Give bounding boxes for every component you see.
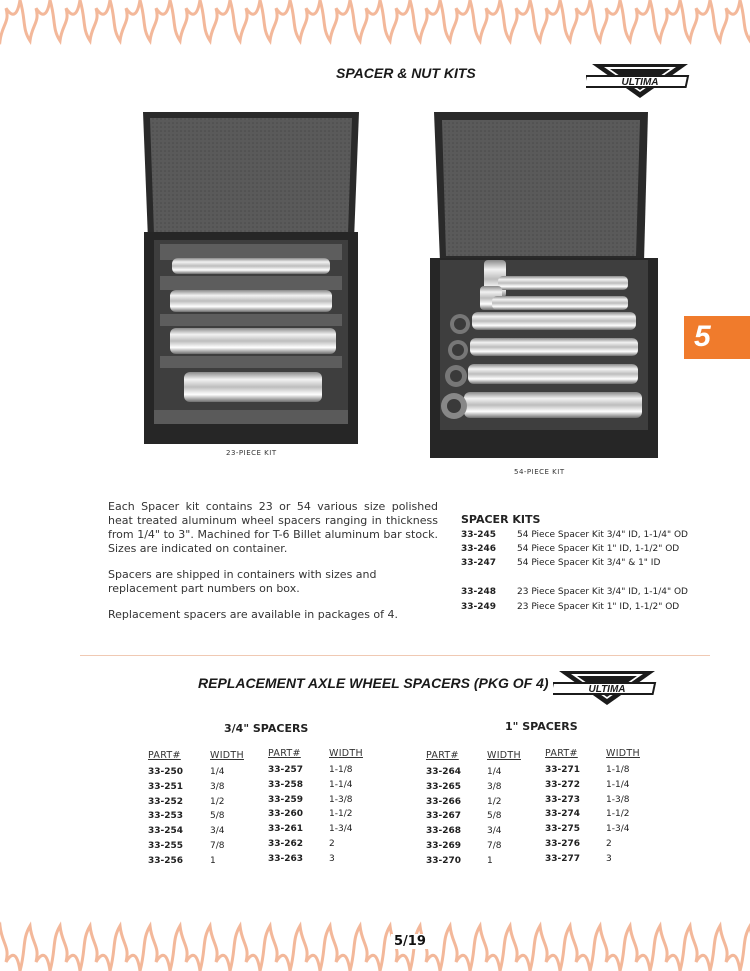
width-value: 1 [210, 855, 216, 866]
flame-stroke [560, 926, 590, 971]
flame-stroke [0, 0, 20, 41]
flame-stroke [500, 926, 530, 971]
description-block [108, 500, 438, 622]
part-number: 33-255 [148, 840, 184, 851]
kit-description: 54 Piece Spacer Kit 3/4" & 1" ID [517, 558, 661, 568]
width-value: 1 [487, 855, 493, 866]
part-number: 33-257 [268, 765, 304, 775]
description-paragraph-2: Spacers are shipped in containers with sizes and replacement part numbers on box. [108, 568, 377, 595]
photo-caption-54: 54-PIECE KIT [514, 468, 565, 476]
width-value: 1-3/4 [606, 824, 630, 835]
flame-stroke [110, 0, 140, 41]
flame-stroke [590, 926, 620, 971]
parts-column [268, 747, 303, 867]
top-flame-border [0, 0, 750, 48]
photo-caption-23: 23-PIECE KIT [226, 449, 277, 457]
svg-text:ULTIMA: ULTIMA [588, 684, 626, 695]
kit-part-number: 33-249 [461, 602, 497, 612]
part-number: 33-275 [545, 824, 581, 835]
chapter-tab [684, 316, 750, 359]
flame-stroke [80, 926, 110, 971]
flame-stroke [440, 0, 470, 41]
kit-description: 23 Piece Spacer Kit 3/4" ID, 1-1/4" OD [517, 587, 688, 597]
flame-stroke [80, 0, 110, 41]
width-value: 1/4 [210, 767, 225, 777]
flame-stroke [680, 0, 710, 41]
kit-description: 54 Piece Spacer Kit 3/4" ID, 1-1/4" OD [517, 530, 688, 540]
description-paragraph-3: Replacement spacers are available in packages of 4. [108, 608, 399, 621]
part-number: 33-263 [268, 853, 304, 864]
width-value: 5/8 [487, 811, 502, 822]
width-value: 1-3/8 [329, 794, 353, 805]
flame-stroke [140, 926, 170, 971]
flame-stroke [680, 926, 710, 971]
flame-stroke [0, 926, 20, 971]
kit-part-number: 33-248 [461, 587, 497, 597]
col-header-width: WIDTH [606, 748, 640, 759]
flame-stroke [440, 926, 470, 971]
flame-stroke [470, 926, 500, 971]
page-title: SPACER & NUT KITS [336, 65, 476, 81]
flame-stroke [350, 0, 380, 41]
parts-column [545, 747, 580, 867]
flame-stroke [50, 926, 80, 971]
col-header-width: WIDTH [210, 750, 244, 761]
widths-column [487, 749, 521, 869]
part-number: 33-256 [148, 855, 184, 866]
width-value: 3 [606, 853, 612, 864]
flame-stroke [200, 926, 230, 971]
width-value: 7/8 [487, 840, 502, 851]
chapter-tab-label: 5 [694, 320, 711, 353]
kit-description: 54 Piece Spacer Kit 1" ID, 1-1/2" OD [517, 544, 680, 554]
spacer-kits-list [461, 530, 721, 620]
kit-part-number: 33-246 [461, 544, 497, 554]
flame-stroke [20, 926, 50, 971]
flame-stroke [20, 0, 50, 41]
width-value: 1-1/4 [606, 779, 630, 790]
part-number: 33-271 [545, 765, 581, 775]
width-value: 3/4 [210, 826, 225, 837]
widths-column [606, 747, 640, 867]
flame-stroke [470, 0, 500, 41]
width-value: 3/8 [210, 781, 225, 792]
flame-stroke [230, 0, 260, 41]
page-number: 5/19 [391, 934, 429, 949]
widths-column [329, 747, 363, 867]
width-value: 1/4 [487, 767, 502, 777]
flame-stroke [590, 0, 620, 41]
svg-text:ULTIMA: ULTIMA [621, 77, 659, 88]
flame-stroke [290, 0, 320, 41]
part-number: 33-266 [426, 796, 462, 807]
flame-stroke [260, 0, 290, 41]
flame-stroke [710, 0, 740, 41]
flame-stroke [740, 0, 750, 41]
width-value: 1-1/2 [329, 809, 353, 820]
part-number: 33-253 [148, 811, 184, 822]
part-number: 33-270 [426, 855, 462, 866]
part-number: 33-258 [268, 779, 304, 790]
width-value: 3/8 [487, 781, 502, 792]
part-number: 33-252 [148, 796, 184, 807]
width-value: 5/8 [210, 811, 225, 822]
width-value: 1-1/8 [606, 765, 630, 775]
part-number: 33-272 [545, 779, 581, 790]
section-divider [80, 655, 710, 656]
part-number: 33-277 [545, 853, 581, 864]
part-number: 33-264 [426, 767, 462, 777]
col-header-width: WIDTH [329, 748, 363, 759]
width-value: 7/8 [210, 840, 225, 851]
col-header-part: PART# [545, 748, 578, 759]
flame-stroke [380, 0, 410, 41]
width-value: 1-1/8 [329, 765, 353, 775]
parts-column [426, 749, 461, 869]
flame-stroke [530, 926, 560, 971]
kit-part-number: 33-245 [461, 530, 497, 540]
part-number: 33-259 [268, 794, 304, 805]
flame-stroke [710, 926, 740, 971]
flame-stroke [620, 926, 650, 971]
flame-stroke [350, 926, 380, 971]
part-number: 33-254 [148, 826, 184, 837]
col-header-part: PART# [426, 750, 459, 761]
flame-stroke [140, 0, 170, 41]
part-number: 33-268 [426, 826, 462, 837]
group-title-1-inch-spacers: 1" SPACERS [505, 720, 578, 733]
flame-stroke [110, 926, 140, 971]
kit-description: 23 Piece Spacer Kit 1" ID, 1-1/2" OD [517, 602, 680, 612]
col-header-width: WIDTH [487, 750, 521, 761]
width-value: 1/2 [210, 796, 225, 807]
part-number: 33-273 [545, 794, 581, 805]
flame-stroke [230, 926, 260, 971]
kit-part-number: 33-247 [461, 558, 497, 568]
part-number: 33-269 [426, 840, 462, 851]
flame-stroke [260, 926, 290, 971]
part-number: 33-251 [148, 781, 184, 792]
flame-stroke [410, 0, 440, 41]
width-value: 3 [329, 853, 335, 864]
flame-stroke [620, 0, 650, 41]
spacer-kits-title: SPACER KITS [461, 513, 541, 526]
part-number: 33-262 [268, 838, 304, 849]
width-value: 1/2 [487, 796, 502, 807]
kit-photo-23-piece [140, 110, 362, 449]
part-number: 33-261 [268, 824, 304, 835]
ultima-logo-2 [553, 669, 661, 711]
flame-stroke [320, 926, 350, 971]
width-value: 2 [329, 838, 335, 849]
flame-stroke [200, 0, 230, 41]
flame-stroke [500, 0, 530, 41]
width-value: 3/4 [487, 826, 502, 837]
width-value: 1-3/8 [606, 794, 630, 805]
flame-stroke [290, 926, 320, 971]
part-number: 33-274 [545, 809, 581, 820]
col-header-part: PART# [268, 748, 301, 759]
flame-stroke [530, 0, 560, 41]
description-paragraph-1: Each Spacer kit contains 23 or 54 various size polished heat treated aluminum wheel spacers ranging in thickness from 1/4" to 3". Machined for T-6 Billet aluminum bar stock. Sizes are indicated on container. [108, 500, 438, 555]
widths-column [210, 749, 244, 869]
group-title-3-4-spacers: 3/4" SPACERS [224, 722, 309, 735]
ultima-logo [586, 62, 694, 104]
flame-stroke [650, 0, 680, 41]
parts-column [148, 749, 183, 869]
part-number: 33-276 [545, 838, 581, 849]
flame-stroke [170, 0, 200, 41]
replacement-section-title: REPLACEMENT AXLE WHEEL SPACERS (PKG OF 4) [198, 675, 549, 691]
col-header-part: PART# [148, 750, 181, 761]
width-value: 1-1/4 [329, 779, 353, 790]
flame-stroke [170, 926, 200, 971]
width-value: 2 [606, 838, 612, 849]
flame-stroke [740, 926, 750, 971]
part-number: 33-267 [426, 811, 462, 822]
width-value: 1-1/2 [606, 809, 630, 820]
flame-stroke [320, 0, 350, 41]
kit-photo-54-piece [428, 110, 660, 464]
flame-stroke [560, 0, 590, 41]
width-value: 1-3/4 [329, 824, 353, 835]
part-number: 33-260 [268, 809, 304, 820]
flame-stroke [50, 0, 80, 41]
bottom-flame-border [0, 918, 750, 971]
part-number: 33-250 [148, 767, 184, 777]
flame-stroke [650, 926, 680, 971]
part-number: 33-265 [426, 781, 462, 792]
